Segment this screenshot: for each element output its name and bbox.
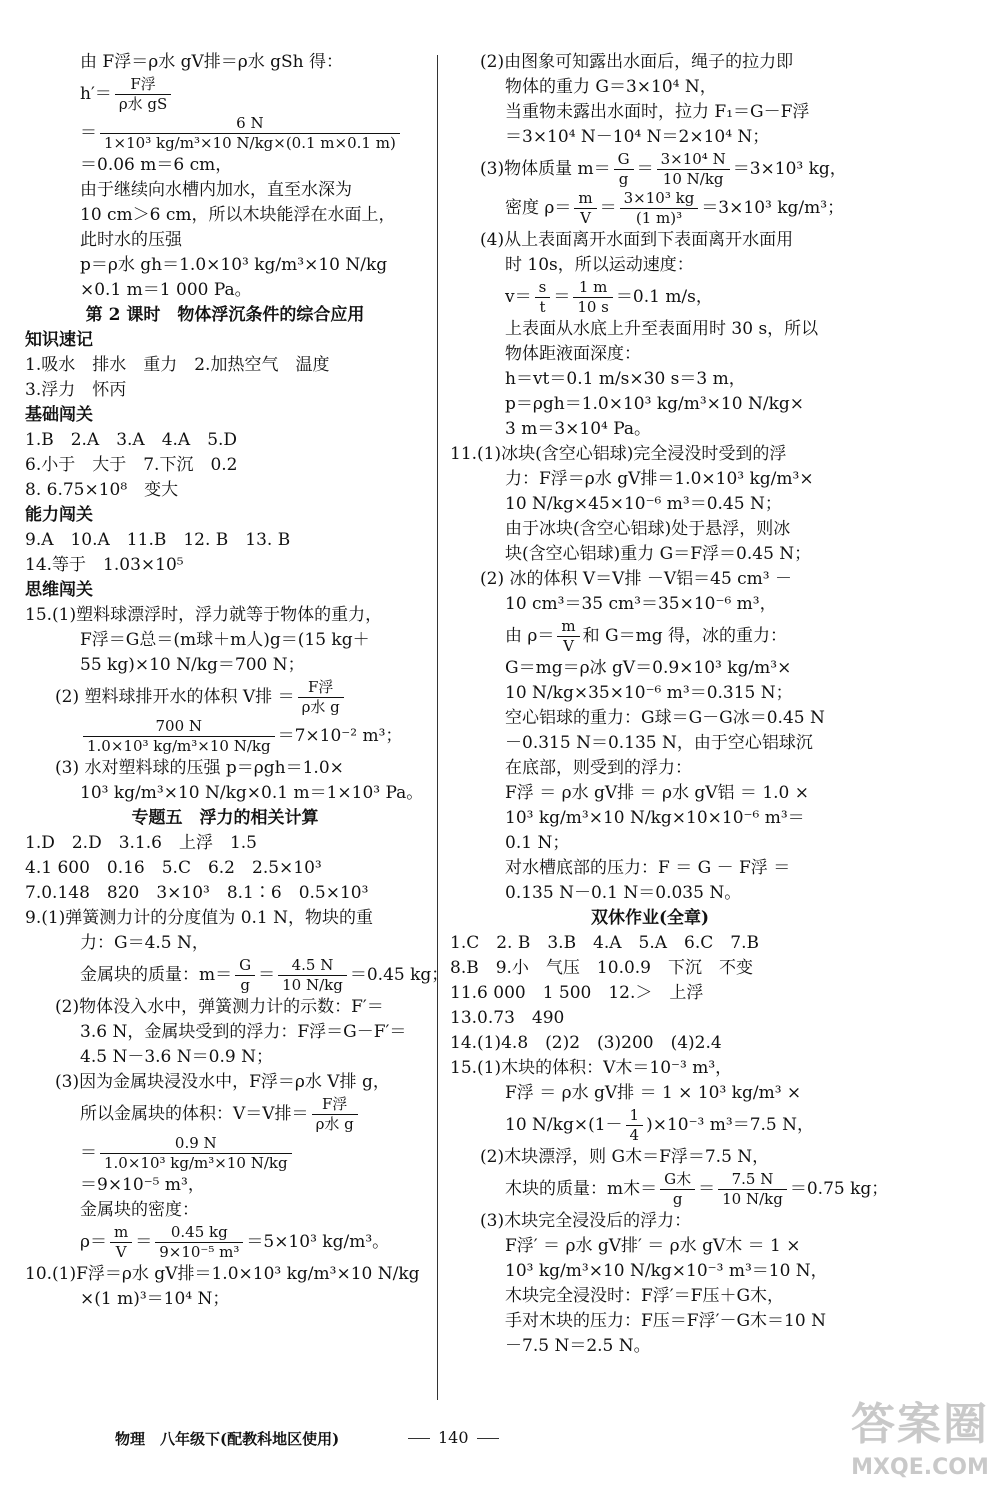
answer-line: 7.0.148 820 3×10³ 8.1∶6 0.5×10³ [25,883,369,903]
fraction [312,1095,358,1134]
text-line: p＝ρ水 gh＝1.0×10³ kg/m³×10 N/kg [80,255,388,275]
text-line: (3)因为金属块浸没水中，F浮＝ρ水 V排 g， [55,1072,390,1092]
formula [450,150,850,189]
numerator: F浮 [115,75,171,95]
answer-line: 3.浮力 怀丙 [25,380,127,400]
fraction [235,956,255,995]
text-line: h＝vt＝0.1 m/s×30 s＝3 m， [505,369,746,389]
watermark-logo: 答案圈 [851,1399,989,1450]
text-line: F浮 ＝ ρ水 gV排 ＝ 1 × 10³ kg/m³ × [505,1083,802,1103]
denominator: 1.0×10³ kg/m³×10 N/kg [104,1154,288,1172]
text-line: 15.(1)木块的体积：V木＝10⁻³ m³， [450,1058,733,1078]
formula-lhs: ＝ [80,1143,97,1163]
numerator: 4.5 N [278,956,347,976]
fraction [100,114,400,153]
fraction [100,1134,292,1173]
formula-lhs: 所以金属块的体积：V＝V排＝ [80,1104,309,1124]
text-line: (2)由图象可知露出水面后，绳子的拉力即 [480,52,794,72]
answer-line: 4.1 600 0.16 5.C 6.2 2.5×10³ [25,858,322,878]
numerator: m [574,189,596,209]
text-line: 10³ kg/m³×10 N/kg×0.1 m＝1×10³ Pa。 [80,783,424,803]
formula [25,114,425,153]
numerator: 0.9 N [100,1134,292,1154]
text-line: F浮 ＝ ρ水 gV排 ＝ ρ水 gV铝 ＝ 1.0 × [505,783,810,803]
denominator: t [539,298,546,316]
answer-line: 9.A 10.A 11.B 12. B 13. B [25,530,291,550]
numerator: 1 [626,1106,644,1126]
text-line: F浮′ ＝ ρ水 gV排′ ＝ ρ水 gV木 ＝ 1 × [505,1236,801,1256]
section-heading: 能力闯关 [25,505,93,525]
text-line: 3 m＝3×10⁴ Pa。 [505,419,652,439]
text-line: 手对木块的压力：F压＝F浮′－G木＝10 N [505,1311,826,1331]
formula-rhs: )×10⁻³ m³＝7.5 N， [646,1115,815,1135]
denominator: V [580,209,591,227]
fraction [620,189,699,228]
formula [25,956,449,995]
equals-sign: ＝ [599,198,617,218]
text-line: (4)从上表面离开水面到下表面离开水面用 [480,230,794,250]
answer-line: 1.吸水 排水 重力 2.加热空气 温度 [25,355,330,375]
text-line: 力：G＝4.5 N， [80,933,209,953]
fraction [535,278,551,317]
formula-rhs: 和 G＝mg 得，冰的重力： [582,626,788,646]
numerator: 1 m [573,278,613,298]
fraction [657,150,730,189]
denominator: 1×10³ kg/m³×10 N/kg×(0.1 m×0.1 m) [104,134,396,152]
formula [25,717,425,756]
denominator: ρ水 gS [118,95,168,113]
text-line: 对水槽底部的压力：F ＝ G － F浮 ＝ [505,858,791,878]
denominator: 9×10⁻⁵ m³ [159,1243,240,1261]
formula-lhs: 由 ρ＝ [505,626,555,646]
fraction [298,678,344,717]
answer-line: 1.D 2.D 3.1.6 上浮 1.5 [25,833,257,853]
numerator: G [235,956,255,976]
text-line: 块(含空心铝球)重力 G＝F浮＝0.45 N； [505,544,812,564]
denominator: V [563,637,574,655]
answer-line: 8.B 9.小 气压 10.0.9 下沉 不变 [450,958,754,978]
text-line: 10 cm³＝35 cm³＝35×10⁻⁶ m³， [505,594,777,614]
text-line: p＝ρgh＝1.0×10³ kg/m³×10 N/kg× [505,394,804,414]
text-line: 10 cm＞6 cm，所以木块能浮在水面上， [80,205,396,225]
fraction [557,617,579,656]
fraction [83,717,275,756]
formula [25,75,425,114]
formula [450,278,850,317]
fraction [614,150,634,189]
text-line: (2)物体没入水中，弹簧测力计的示数：F′＝ [55,997,384,1017]
text-line: 此时水的压强 [80,230,182,250]
text-line: ×(1 m)³＝10⁴ N； [80,1289,230,1309]
watermark [845,1395,995,1503]
text-line: 3.6 N，金属块受到的浮力：F浮＝G－F′＝ [80,1022,407,1042]
formula [450,1106,850,1145]
text-line: G＝mg＝ρ冰 gV＝0.9×10³ kg/m³× [505,658,792,678]
section-heading: 思维闯关 [25,580,93,600]
text-line: (2) 冰的体积 V＝V排 －V铝＝45 cm³ － [480,569,793,589]
formula [450,1170,889,1209]
fraction [660,1170,695,1209]
denominator: g [240,976,250,994]
formula-lhs: 10 N/kg×(1－ [505,1115,623,1135]
text-line: 金属块的密度： [80,1200,199,1220]
answer-line: 1.C 2. B 3.B 4.A 5.A 6.C 7.B [450,933,759,953]
text-line: 上表面从水底上升至表面用时 30 s，所以 [505,319,819,339]
lesson-title: 第 2 课时 物体浮沉条件的综合应用 [85,305,365,325]
text-line: 15.(1)塑料球漂浮时，浮力就等于物体的重力， [25,605,383,625]
equals-sign: ＝ [258,965,276,985]
page-number: 140 [400,1428,507,1447]
formula-rhs: ＝0.45 kg； [349,965,449,985]
text-line: 由于继续向水槽内加水，直至水深为 [80,180,352,200]
numerator: s [535,278,551,298]
formula-lhs: 木块的质量：m木＝ [505,1179,658,1199]
denominator: ρ水 g [301,698,340,716]
formula-lhs: (2) 塑料球排开水的体积 V排 ＝ [55,687,295,707]
denominator: 10 N/kg [722,1190,783,1208]
fraction [626,1106,644,1145]
text-line: 空心铝球的重力：G球＝G－G冰＝0.45 N [505,708,825,728]
fraction [110,1223,132,1262]
text-line: 由 F浮＝ρ水 gV排＝ρ水 gSh 得： [80,52,344,72]
denominator: g [618,170,629,188]
numerator: 700 N [83,717,275,737]
text-line: ＝0.06 m＝6 cm， [80,155,233,175]
formula-lhs: 金属块的质量：m＝ [80,965,233,985]
denominator: 4 [629,1126,640,1144]
text-line: 物体的重力 G＝3×10⁴ N， [505,77,717,97]
denominator: 10 N/kg [282,976,343,994]
fraction [573,278,613,317]
fraction [115,75,171,114]
text-line: －0.315 N＝0.135 N，由于空心铝球沉 [505,733,813,753]
text-line: 10 N/kg×45×10⁻⁶ m³＝0.45 N； [505,494,782,514]
numerator: m [110,1223,132,1243]
text-line: 物体距液面深度： [505,344,641,364]
numerator: 6 N [100,114,400,134]
numerator: G木 [660,1170,695,1190]
text-line: 9.(1)弹簧测力计的分度值为 0.1 N，物块的重 [25,908,374,928]
answer-line: 13.0.73 490 [450,1008,565,1028]
formula [450,617,850,656]
watermark-url: MXQE.COM [851,1455,989,1480]
formula [450,189,850,228]
text-line: 力：F浮＝ρ水 gV排＝1.0×10³ kg/m³× [505,469,814,489]
left-column [25,50,449,1312]
answer-line: 6.小于 大于 7.下沉 0.2 [25,455,238,475]
formula-rhs: ＝5×10³ kg/m³。 [246,1232,390,1252]
denominator: ρ水 g [315,1115,354,1133]
formula [25,678,425,717]
numerator: F浮 [298,678,344,698]
text-line: 11.(1)冰块(含空心铝球)完全浸没时受到的浮 [450,444,787,464]
text-line: －7.5 N＝2.5 N。 [505,1336,651,1356]
answer-line: 14.等于 1.03×10⁵ [25,555,184,575]
numerator: 0.45 kg [155,1223,243,1243]
numerator: F浮 [312,1095,358,1115]
equals-sign: ＝ [553,287,571,307]
text-line: 当重物未露出水面时，拉力 F₁＝G－F浮 [505,102,810,122]
formula-lhs: ＝ [80,123,97,143]
text-line: 由于冰块(含空心铝球)处于悬浮，则冰 [505,519,791,539]
right-column [450,50,889,1359]
answer-line: 14.(1)4.8 (2)2 (3)200 (4)2.4 [450,1033,722,1053]
equals-sign: ＝ [135,1232,153,1252]
formula-rhs: ＝3×10³ kg， [732,159,847,179]
text-line: 10³ kg/m³×10 N/kg×10⁻³ m³＝10 N， [505,1261,828,1281]
answer-line: 1.B 2.A 3.A 4.A 5.D [25,430,238,450]
fraction [155,1223,243,1262]
fraction [278,956,347,995]
formula-lhs: v＝ [505,287,532,307]
equals-sign: ＝ [636,159,654,179]
text-line: ×0.1 m＝1 000 Pa。 [80,280,252,300]
text-line: 55 kg)×10 N/kg＝700 N； [80,655,305,675]
text-line: 10³ kg/m³×10 N/kg×10×10⁻⁶ m³＝ [505,808,805,828]
denominator: 1.0×10³ kg/m³×10 N/kg [87,737,271,755]
page-footer: 物理 八年级下(配教科地区使用) [115,1430,340,1448]
numerator: 7.5 N [718,1170,787,1190]
equals-sign: ＝ [698,1179,716,1199]
numerator: 3×10⁴ N [657,150,730,170]
text-line: ＝3×10⁴ N－10⁴ N＝2×10⁴ N； [505,127,770,147]
formula-lhs: ρ＝ [80,1232,107,1252]
answer-line: 8. 6.75×10⁸ 变大 [25,480,179,500]
text-line: 时 10s，所以运动速度： [505,255,694,275]
formula-rhs: ＝0.1 m/s， [615,287,713,307]
formula-lhs: (3)物体质量 m＝ [480,159,611,179]
text-line: (2)木块漂浮，则 G木＝F浮＝7.5 N， [480,1147,770,1167]
answer-line: 11.6 000 1 500 12.＞ 上浮 [450,983,704,1003]
text-line: 0.1 N； [505,833,570,853]
formula-lhs: 密度 ρ＝ [505,198,572,218]
formula-lhs: h′＝ [80,84,112,104]
formula [25,1223,425,1262]
denominator: (1 m)³ [635,209,683,227]
fraction [574,189,596,228]
topic-title: 专题五 浮力的相关计算 [131,808,319,828]
section-heading: 知识速记 [25,330,93,350]
text-line: (3)木块完全浸没后的浮力： [480,1211,692,1231]
denominator: 10 N/kg [662,170,724,188]
text-line: 在底部，则受到的浮力： [505,758,692,778]
denominator: g [672,1190,683,1208]
column-divider [437,55,438,1400]
numerator: G [614,150,634,170]
formula [25,1134,425,1173]
text-line: (3) 水对塑料球的压强 p＝ρgh＝1.0× [55,758,344,778]
weekend-title: 双休作业(全章) [590,908,710,928]
section-heading: 基础闯关 [25,405,93,425]
numerator: m [557,617,579,637]
text-line: 0.135 N－0.1 N＝0.035 N。 [505,883,742,903]
formula [25,1095,425,1134]
text-line: ＝9×10⁻⁵ m³， [80,1175,205,1195]
denominator: V [115,1243,127,1261]
text-line: 10 N/kg×35×10⁻⁶ m³＝0.315 N； [505,683,793,703]
numerator: 3×10³ kg [620,189,699,209]
formula-rhs: ＝7×10⁻² m³； [277,726,403,746]
text-line: 4.5 N－3.6 N＝0.9 N； [80,1047,273,1067]
text-line: 10.(1)F浮＝ρ水 gV排＝1.0×10³ kg/m³×10 N/kg [25,1264,420,1284]
formula-rhs: ＝0.75 kg； [789,1179,889,1199]
fraction [718,1170,787,1209]
text-line: F浮＝G总＝(m球＋m人)g＝(15 kg＋ [80,630,370,650]
text-line: 木块完全浸没时：F浮′＝F压＋G木， [505,1286,785,1306]
formula-rhs: ＝3×10³ kg/m³； [701,198,845,218]
denominator: 10 s [577,298,609,316]
